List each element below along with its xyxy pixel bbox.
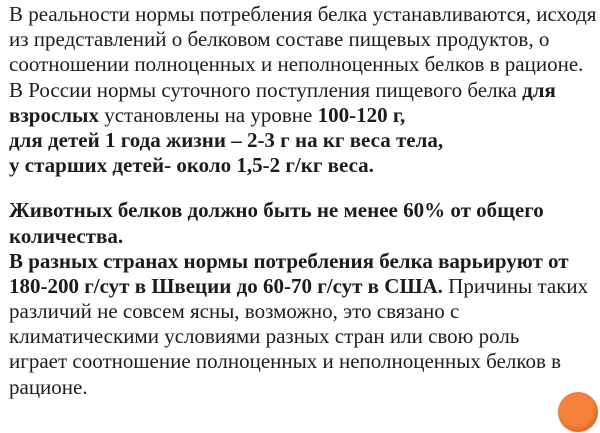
p2-line-1 bbox=[9, 78, 600, 103]
p2-line-2-bold-b: 100-120 г, bbox=[317, 102, 406, 127]
p2-line-1-bold: для bbox=[522, 77, 556, 102]
p4-line-2 bbox=[9, 274, 600, 299]
p2-line-4 bbox=[9, 153, 600, 178]
p1-line-2: из представлений о белковом составе пищевых продуктов, о bbox=[9, 27, 550, 52]
p4-line-4: климатическими условиями разных стран или свою роль bbox=[9, 324, 520, 349]
p4-line-6: рационе. bbox=[9, 374, 88, 399]
p3-line-1-bold: Животных белков должно быть не менее 60% от общего bbox=[9, 198, 544, 223]
slide-body-text bbox=[9, 2, 600, 400]
p2-line-4-bold: у старших детей- около 1,5-2 г/кг веса. bbox=[9, 153, 374, 178]
p4-line-1-bold: В разных странах нормы потребления белка варьируют от bbox=[9, 248, 569, 273]
p4-line-2-bold: 180-200 г/сут в Швеции до 60-70 г/сут в США. bbox=[9, 273, 443, 298]
p1-line-1: В реальности нормы потребления белка устанавливаются, исходя bbox=[9, 2, 597, 26]
p4-line-2-text: Причины таких bbox=[442, 273, 589, 298]
p4-line-1 bbox=[9, 249, 600, 274]
paragraph-gap bbox=[9, 178, 600, 198]
p4-line-5: играет соотношение полноценных и неполноценных белков в bbox=[9, 349, 562, 374]
p2-line-3-bold: для детей 1 года жизни – 2-3 г на кг веса тела, bbox=[9, 127, 444, 152]
p2-line-1-text: В России нормы суточного поступления пищевого белка bbox=[9, 77, 523, 102]
p4-line-3: различий не совсем ясны, возможно, это связано с bbox=[9, 299, 460, 324]
orange-circle-decoration bbox=[558, 392, 598, 432]
p3-line-1 bbox=[9, 198, 600, 223]
p2-line-2-text: установлены на уровне bbox=[98, 102, 318, 127]
p3-line-2-bold: количества. bbox=[9, 223, 124, 248]
p2-line-2-bold-a: взрослых bbox=[9, 102, 99, 127]
p1-line-3: соотношении полноценных и неполноценных белков в рационе. bbox=[9, 52, 584, 77]
p3-line-2 bbox=[9, 224, 600, 249]
p2-line-3 bbox=[9, 128, 600, 153]
p2-line-2 bbox=[9, 103, 600, 128]
